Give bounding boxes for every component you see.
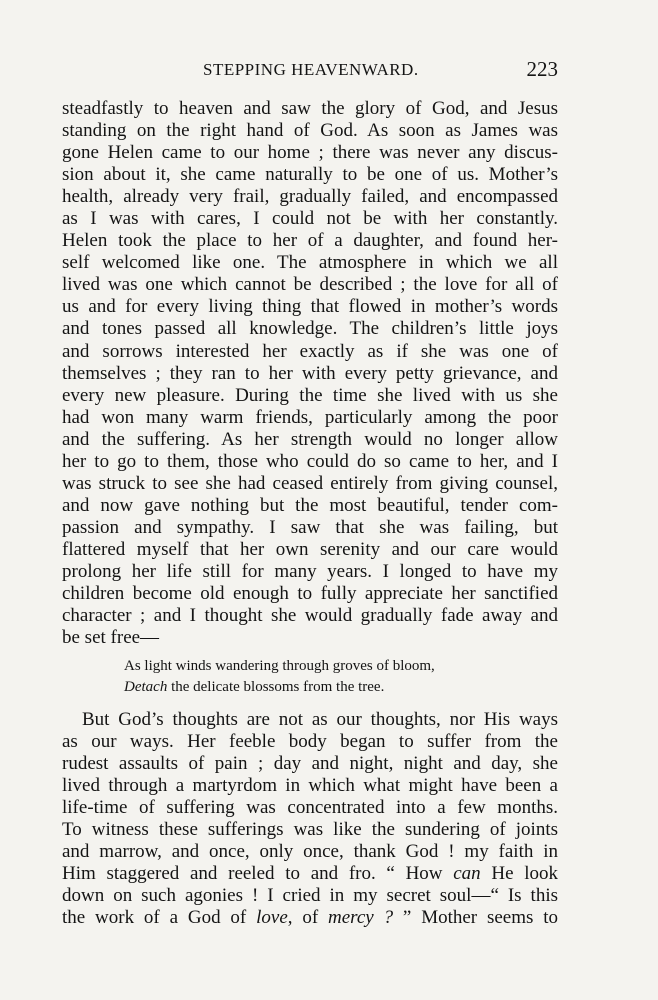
text-line: and tones passed all knowledge. The children’s little joys (62, 318, 558, 340)
line-segment: ” Mother seems to (393, 907, 559, 929)
text-line: and sorrows interested her exactly as if she was one of (62, 340, 558, 362)
text-line: her to go to them, those who could do so came to her, and I (62, 450, 558, 472)
verse-line-rest: the delicate blossoms from the tree. (167, 679, 385, 695)
text-line: self welcomed like one. The atmosphere in which we all (62, 252, 558, 274)
text-line: To witness these sufferings was like the sundering of joints (62, 819, 558, 841)
text-line: as I was with cares, I could not be with her constantly. (62, 208, 558, 230)
line-segment: , of (287, 907, 329, 929)
text-line: and the suffering. As her strength would no longer allow (62, 428, 558, 450)
emphasis-can: can (453, 863, 481, 885)
page-header (60, 58, 558, 82)
line-segment: He look (480, 863, 558, 885)
text-line: But God’s thoughts are not as our thoughts, nor His ways (82, 709, 558, 730)
emphasis-love: love (256, 907, 288, 929)
text-line: steadfastly to heaven and saw the glory of God, and Jesus (62, 98, 558, 119)
verse-line (124, 677, 544, 698)
text-line: health, already very frail, gradually failed, and encompassed (62, 186, 558, 208)
text-line: children become old enough to fully appreciate her sanctified (62, 583, 558, 605)
page-number: 223 (526, 57, 558, 81)
text-line: had won many warm friends, particularly among the poor (62, 406, 558, 428)
paragraph-1 (62, 98, 558, 649)
text-line: character ; and I thought she would gradually fade away and (62, 605, 558, 627)
text-line: be set free— (62, 627, 160, 649)
text-line: themselves ; they ran to her with every petty grievance, and (62, 362, 558, 384)
text-line: and marrow, and once, only once, thank God ! my faith in (62, 841, 558, 863)
text-line: Helen took the place to her of a daughter, and found her- (62, 230, 558, 252)
text-line: every new pleasure. During the time she lived with us she (62, 384, 558, 406)
verse-quotation (124, 656, 544, 698)
emphasis-mercy: mercy ? (328, 907, 394, 929)
line-segment: Him staggered and reeled to and fro. “ How (62, 863, 454, 885)
text-line: life-time of suffering was concentrated into a few months. (62, 797, 558, 819)
verse-line: As light winds wandering through groves of bloom, (124, 658, 435, 674)
text-line: lived through a martyrdom in which what might have been a (62, 775, 558, 797)
text-line (62, 863, 558, 885)
running-title: STEPPING HEAVENWARD. (203, 60, 419, 79)
line-segment: the work of a God of (62, 907, 257, 929)
text-line: and now gave nothing but the most beautiful, tender com- (62, 494, 558, 516)
text-line: lived was one which cannot be described ; the love for all of (62, 274, 558, 296)
text-line: passion and sympathy. I saw that she was failing, but (62, 516, 558, 538)
text-line: as our ways. Her feeble body began to suffer from the (62, 731, 558, 753)
text-line: rudest assaults of pain ; day and night, night and day, she (62, 753, 558, 775)
text-line: sion about it, she came naturally to be one of us. Mother’s (62, 164, 558, 186)
text-line: down on such agonies ! I cried in my secret soul—“ Is this (62, 885, 558, 907)
text-line: gone Helen came to our home ; there was never any discus- (62, 142, 558, 164)
text-line: prolong her life still for many years. I longed to have my (62, 560, 558, 582)
text-line: flattered myself that her own serenity and our care would (62, 538, 558, 560)
text-line: us and for every living thing that flowed in mother’s words (62, 296, 558, 318)
paragraph-2 (62, 709, 558, 929)
text-line: was struck to see she had ceased entirely from giving counsel, (62, 472, 558, 494)
verse-emphasis: Detach (124, 679, 168, 695)
text-line (62, 907, 558, 929)
text-line: standing on the right hand of God. As soon as James was (62, 120, 558, 142)
